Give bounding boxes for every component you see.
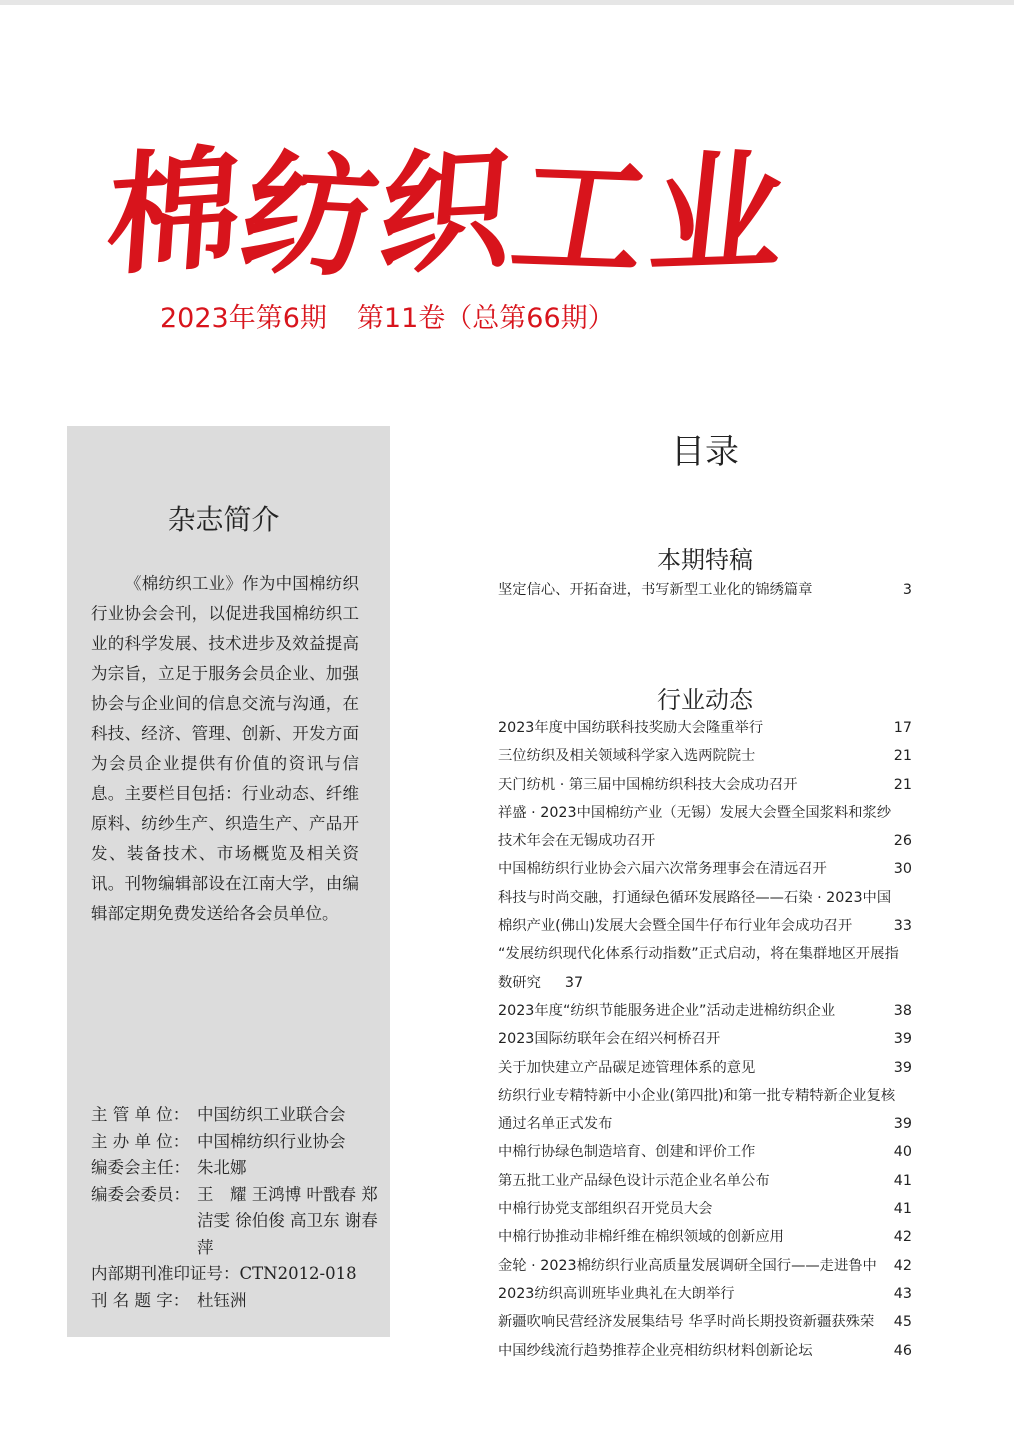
credit-value: 杜钰洲 bbox=[197, 1290, 247, 1310]
toc-entry-title: 祥盛 · 2023中国棉纺产业（无锡）发展大会暨全国浆料和浆纱技术年会在无锡成功召开 bbox=[498, 804, 892, 850]
toc-entry[interactable] bbox=[498, 1308, 912, 1336]
toc-entry-title: 第五批工业产品绿色设计示范企业名单公布 bbox=[498, 1172, 770, 1189]
toc-entry[interactable] bbox=[498, 997, 912, 1025]
toc-entry-page: 41 bbox=[893, 1172, 912, 1189]
credit-row bbox=[91, 1261, 381, 1288]
credit-row bbox=[91, 1129, 381, 1156]
toc-entry-page: 39 bbox=[893, 1031, 912, 1048]
toc-entry-title: 科技与时尚交融，打通绿色循环发展路径——石染 · 2023中国棉织产业(佛山)发展大会暨全国牛仔布行业年会成功召开 bbox=[498, 889, 892, 935]
toc-entry-page: 37 bbox=[564, 974, 584, 991]
credit-row bbox=[91, 1155, 381, 1182]
toc-entry-title: 金轮 · 2023棉纺织行业高质量发展调研全国行——走进鲁中 bbox=[498, 1257, 877, 1274]
credit-value: 中国棉纺织行业协会 bbox=[197, 1131, 346, 1151]
toc-list-feature bbox=[498, 576, 912, 604]
toc-entry-page: 42 bbox=[893, 1229, 912, 1246]
toc-entry[interactable] bbox=[498, 1252, 912, 1280]
toc-entry-page: 46 bbox=[893, 1342, 912, 1359]
credit-row bbox=[91, 1102, 381, 1129]
credit-label: 编委会委员： bbox=[91, 1184, 190, 1204]
masthead-char: 棉 bbox=[102, 130, 250, 295]
toc-entry-title: 中棉行协绿色制造培育、创建和评价工作 bbox=[498, 1144, 756, 1161]
toc-entry-page: 26 bbox=[893, 833, 912, 850]
masthead-char: 工 bbox=[501, 138, 665, 299]
toc-entry-page: 40 bbox=[893, 1144, 912, 1161]
toc-entry[interactable] bbox=[498, 1223, 912, 1251]
toc-entry[interactable] bbox=[498, 1025, 912, 1053]
toc-entry-page: 17 bbox=[893, 720, 912, 736]
toc-entry-page: 41 bbox=[893, 1201, 912, 1218]
toc-entry-title: 中棉行协推动非棉纤维在棉织领域的创新应用 bbox=[498, 1229, 784, 1246]
toc-entry[interactable] bbox=[498, 1280, 912, 1308]
toc-entry-title: 纺织行业专精特新中小企业(第四批)和第一批专精特新企业复核通过名单正式发布 bbox=[498, 1087, 896, 1133]
toc-entry-page: 3 bbox=[902, 582, 912, 598]
toc-entry-page: 45 bbox=[893, 1314, 912, 1331]
toc-entry-title: 2023纺织高训班毕业典礼在大朗举行 bbox=[498, 1285, 735, 1302]
toc-entry[interactable] bbox=[498, 1138, 912, 1166]
volume-label: 第11卷（总第66期） bbox=[356, 303, 615, 334]
toc-entry[interactable] bbox=[498, 742, 912, 770]
toc-entry[interactable] bbox=[498, 855, 912, 883]
toc-entry-title: “发展纺织现代化体系行动指数”正式启动，将在集群地区开展指数研究 bbox=[498, 946, 899, 991]
credit-value: CTN2012-018 bbox=[239, 1264, 357, 1283]
toc-entry-title: 三位纺织及相关领域科学家入选两院院士 bbox=[498, 748, 756, 765]
toc-entry-title: 2023国际纺联年会在绍兴柯桥召开 bbox=[498, 1031, 721, 1048]
toc-entry-page: 39 bbox=[893, 1116, 912, 1133]
credit-value: 朱北娜 bbox=[197, 1158, 247, 1177]
issue-info bbox=[160, 296, 615, 335]
toc-entry-title: 新疆吹响民营经济发展集结号 华孚时尚长期投资新疆获殊荣 bbox=[498, 1314, 875, 1331]
intro-panel bbox=[67, 426, 390, 1337]
toc-entry-title: 中国纱线流行趋势推荐企业亮相纺织材料创新论坛 bbox=[498, 1342, 813, 1359]
toc-entry[interactable] bbox=[498, 799, 912, 856]
toc-entry[interactable] bbox=[498, 1195, 912, 1223]
toc-entry-title: 中国棉纺织行业协会六届六次常务理事会在清远召开 bbox=[498, 861, 827, 878]
credit-label: 刊 名 题 字： bbox=[91, 1290, 190, 1310]
credit-label: 主 管 单 位： bbox=[91, 1105, 190, 1124]
issue-label: 2023年第6期 bbox=[160, 303, 327, 334]
toc-entry-title: 天门纺机 · 第三届中国棉纺织科技大会成功召开 bbox=[498, 776, 798, 793]
toc-list-industry-news bbox=[498, 714, 912, 1365]
credit-label: 内部期刊准印证号： bbox=[91, 1264, 240, 1283]
intro-text: 《棉纺织工业》作为中国棉纺织行业协会会刊，以促进我国棉纺织工业的科学发展、技术进步及效益提高为宗旨，立足于服务会员企业、加强协会与企业间的信息交流与沟通，在科技、经济、管理、创新、开发方面为会员企业提供有价值的资讯与信息。主要栏目包括：行业动态、纤维原料、纺纱生产、织造生产、产品开发、装备技术、市场概览及相关资讯。刊物编辑部设在江南大学，由编辑部定期免费发送给各会员单位。 bbox=[91, 574, 359, 923]
credit-label: 主 办 单 位： bbox=[91, 1131, 190, 1151]
toc-entry-title: 2023年度“纺织节能服务进企业”活动走进棉纺织企业 bbox=[498, 1002, 836, 1019]
masthead-char: 织 bbox=[372, 131, 524, 294]
magazine-masthead bbox=[97, 130, 797, 299]
toc-entry-title: 2023年度中国纺联科技奖励大会隆重举行 bbox=[498, 720, 764, 736]
toc-entry-page: 21 bbox=[893, 748, 912, 765]
credit-row bbox=[91, 1182, 381, 1262]
toc-entry[interactable] bbox=[498, 884, 912, 941]
toc-entry[interactable] bbox=[498, 576, 912, 604]
toc-entry[interactable] bbox=[498, 1054, 912, 1082]
masthead-char: 纺 bbox=[228, 135, 394, 298]
top-border bbox=[0, 0, 1014, 5]
credit-value: 中国纺织工业联合会 bbox=[197, 1105, 346, 1124]
toc-entry-page: 39 bbox=[893, 1059, 912, 1076]
toc-entry-page: 21 bbox=[893, 776, 912, 793]
toc-entry[interactable] bbox=[498, 771, 912, 799]
toc-entry-page: 42 bbox=[893, 1257, 912, 1274]
toc-title: 目录 bbox=[671, 432, 739, 472]
toc-entry[interactable] bbox=[498, 1082, 912, 1139]
credit-row bbox=[91, 1288, 381, 1315]
toc-entry-title: 关于加快建立产品碳足迹管理体系的意见 bbox=[498, 1059, 756, 1076]
toc-entry[interactable] bbox=[498, 714, 912, 742]
toc-entry-page: 38 bbox=[893, 1002, 912, 1019]
toc-entry-page: 30 bbox=[893, 861, 912, 878]
toc-entry[interactable] bbox=[498, 1167, 912, 1195]
toc-entry-page: 33 bbox=[893, 918, 912, 935]
credit-label: 编委会主任： bbox=[91, 1158, 190, 1177]
toc-entry[interactable] bbox=[498, 940, 912, 997]
intro-title: 杂志简介 bbox=[167, 503, 280, 536]
toc-entry[interactable] bbox=[498, 1337, 912, 1365]
masthead-char: 业 bbox=[643, 134, 797, 295]
toc-entry-page: 43 bbox=[893, 1285, 912, 1302]
credits-block bbox=[91, 1102, 381, 1314]
toc-entry-title: 中棉行协党支部组织召开党员大会 bbox=[498, 1201, 713, 1218]
toc-entry-title: 坚定信心、开拓奋进，书写新型工业化的锦绣篇章 bbox=[498, 582, 813, 598]
section-title-feature: 本期特稿 bbox=[657, 546, 753, 574]
credit-value: 王 耀 王鸿博 叶戬春 郑洁雯 徐伯俊 高卫东 谢春萍 bbox=[197, 1184, 378, 1257]
section-title-industry-news: 行业动态 bbox=[657, 686, 753, 714]
